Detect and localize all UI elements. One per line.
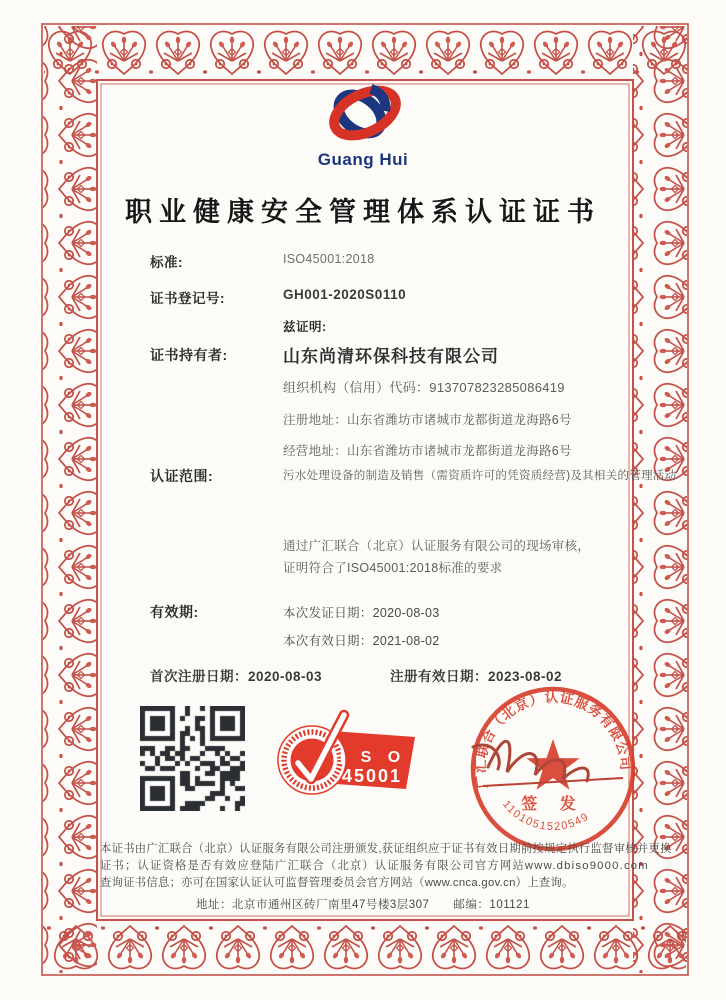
first-registration-date: 首次注册日期：2020-08-03 — [150, 669, 323, 684]
scope-label: 认证范围: — [150, 468, 214, 484]
company-seal — [455, 677, 655, 867]
qr-code — [140, 706, 245, 811]
issue-date: 本次发证日期：2020-08-03 — [283, 606, 440, 620]
seal-company-text: 广汇联合（北京）认证服务有限公司 — [472, 689, 634, 790]
footer-line2: 证书；认证资格是否有效应登陆广汇联合（北京）认证服务有限公司官方网站www.dbiso9000.com — [100, 860, 649, 872]
valid-until-date: 本次有效日期：2021-08-02 — [283, 634, 440, 648]
standard-value: ISO45001:2018 — [283, 252, 375, 266]
certify-intro: 兹证明: — [283, 320, 327, 334]
certificate-title: 职业健康安全管理体系认证证书 — [125, 197, 601, 227]
holder-name: 山东尚清环保科技有限公司 — [283, 347, 499, 366]
validity-label: 有效期: — [150, 604, 199, 620]
seal-issue-label: 签 发 — [521, 796, 585, 813]
guanghui-logo-icon — [318, 80, 410, 152]
holder-label: 证书持有者: — [150, 347, 228, 363]
standard-label: 标准: — [150, 255, 183, 270]
audit-statement-line1: 通过广汇联合（北京）认证服务有限公司的现场审核， — [283, 539, 591, 553]
brand-name: Guang Hui — [317, 150, 409, 169]
iso-badge-text: I S O — [339, 749, 407, 766]
registration-no-value: GH001-2020S0110 — [283, 287, 407, 302]
registration-no-label: 证书登记号: — [150, 291, 225, 306]
seal-serial-number: 1101051520549 — [500, 798, 592, 834]
footer-line1: 本证书由广汇联合（北京）认证服务有限公司注册颁发,获证组织应于证书有效日期前按规定执行监督审核并更换 — [100, 843, 672, 855]
audit-statement-line2: 证明符合了ISO45001:2018标准的要求 — [283, 561, 503, 575]
business-address: 经营地址：山东省潍坊市诸城市龙都街道龙海路6号 — [283, 444, 572, 458]
registered-address: 注册地址：山东省潍坊市诸城市龙都街道龙海路6号 — [283, 413, 572, 427]
iso-45001-badge — [260, 705, 455, 810]
scope-value: 污水处理设备的制造及销售（需资质许可的凭资质经营)及其相关的管理活动 — [283, 470, 677, 482]
org-code: 组织机构（信用）代码：913707823285086419 — [283, 380, 565, 395]
footer-address: 地址：北京市通州区砖厂南里47号楼3层307 邮编：101121 — [196, 899, 530, 911]
iso-badge-number: 45001 — [341, 766, 403, 786]
footer-line3: 查询证书信息；亦可在国家认证认可监督管理委员会官方网站（www.cnca.gov.cn）上查询。 — [100, 877, 574, 889]
registration-valid-date: 注册有效日期：2023-08-02 — [390, 669, 563, 684]
